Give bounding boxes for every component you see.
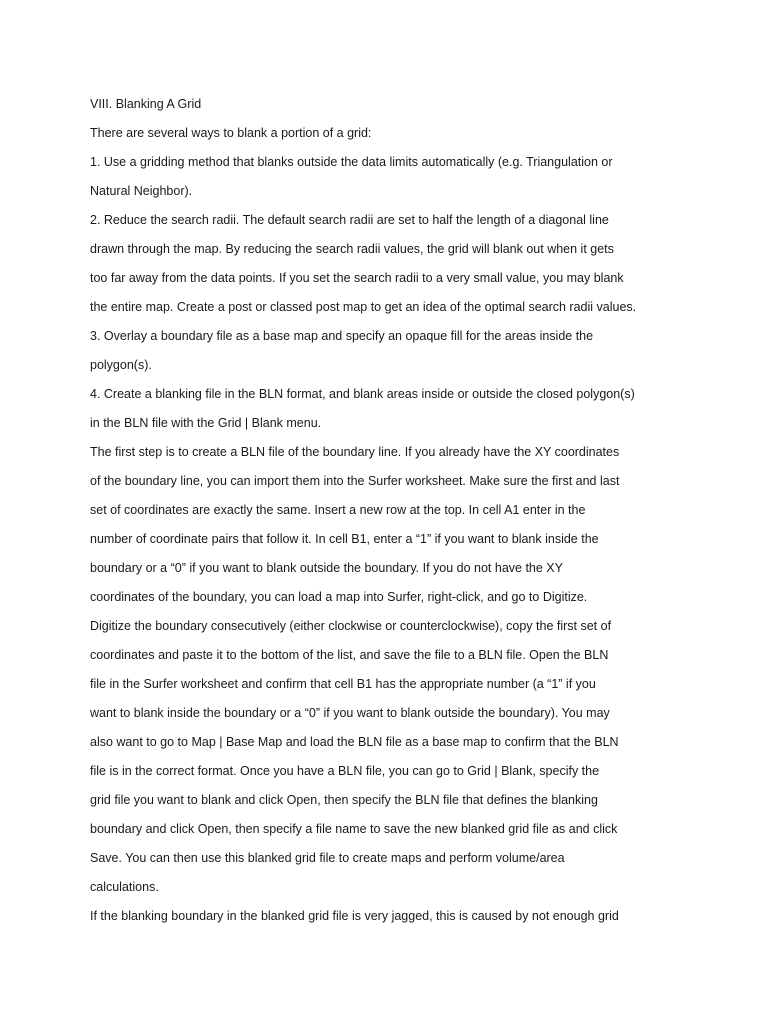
text-line: in the BLN file with the Grid | Blank menu.: [90, 416, 322, 430]
text-line: file in the Surfer worksheet and confirm that cell B1 has the appropriate number (a “1” if you: [90, 677, 596, 691]
text-line: boundary or a “0” if you want to blank outside the boundary. If you do not have the XY: [90, 561, 563, 575]
text-line: drawn through the map. By reducing the search radii values, the grid will blank out when it gets: [90, 242, 614, 256]
text-line: grid file you want to blank and click Open, then specify the BLN file that defines the blanking: [90, 793, 598, 807]
text-line: coordinates and paste it to the bottom of the list, and save the file to a BLN file. Open the BLN: [90, 648, 609, 662]
text-line: polygon(s).: [90, 358, 152, 372]
text-line: calculations.: [90, 880, 159, 894]
text-line: The first step is to create a BLN file of the boundary line. If you already have the XY coordinates: [90, 445, 620, 459]
text-line: also want to go to Map | Base Map and load the BLN file as a base map to confirm that the BLN: [90, 735, 619, 749]
text-line: too far away from the data points. If you set the search radii to a very small value, you may blank: [90, 271, 624, 285]
text-line: Natural Neighbor).: [90, 184, 193, 198]
text-line: want to blank inside the boundary or a “0” if you want to blank outside the boundary). You may: [90, 706, 610, 720]
text-line: set of coordinates are exactly the same. Insert a new row at the top. In cell A1 enter in the: [90, 503, 586, 517]
text-line: Digitize the boundary consecutively (either clockwise or counterclockwise), copy the first set of: [90, 619, 612, 633]
text-line: Save. You can then use this blanked grid file to create maps and perform volume/area: [90, 851, 565, 865]
document-body: [90, 119, 740, 931]
text-line: If the blanking boundary in the blanked grid file is very jagged, this is caused by not enough grid: [90, 909, 619, 923]
text-line: file is in the correct format. Once you have a BLN file, you can go to Grid | Blank, specify the: [90, 764, 600, 778]
text-line: boundary and click Open, then specify a file name to save the new blanked grid file as and click: [90, 822, 618, 836]
text-line: of the boundary line, you can import them into the Surfer worksheet. Make sure the first and last: [90, 474, 620, 488]
text-line: 2. Reduce the search radii. The default search radii are set to half the length of a diagonal line: [90, 213, 609, 227]
text-line: 3. Overlay a boundary file as a base map and specify an opaque fill for the areas inside the: [90, 329, 594, 343]
text-line: 4. Create a blanking file in the BLN format, and blank areas inside or outside the closed polygon(s): [90, 387, 635, 401]
document-page: [90, 90, 740, 931]
text-line: the entire map. Create a post or classed post map to get an idea of the optimal search radii values.: [90, 300, 637, 314]
text-line: number of coordinate pairs that follow it. In cell B1, enter a “1” if you want to blank inside the: [90, 532, 599, 546]
text-line: coordinates of the boundary, you can load a map into Surfer, right-click, and go to Digitize.: [90, 590, 588, 604]
section-heading: VIII. Blanking A Grid: [90, 97, 202, 111]
text-line: 1. Use a gridding method that blanks outside the data limits automatically (e.g. Triangulation or: [90, 155, 613, 169]
text-line: There are several ways to blank a portion of a grid:: [90, 126, 372, 140]
